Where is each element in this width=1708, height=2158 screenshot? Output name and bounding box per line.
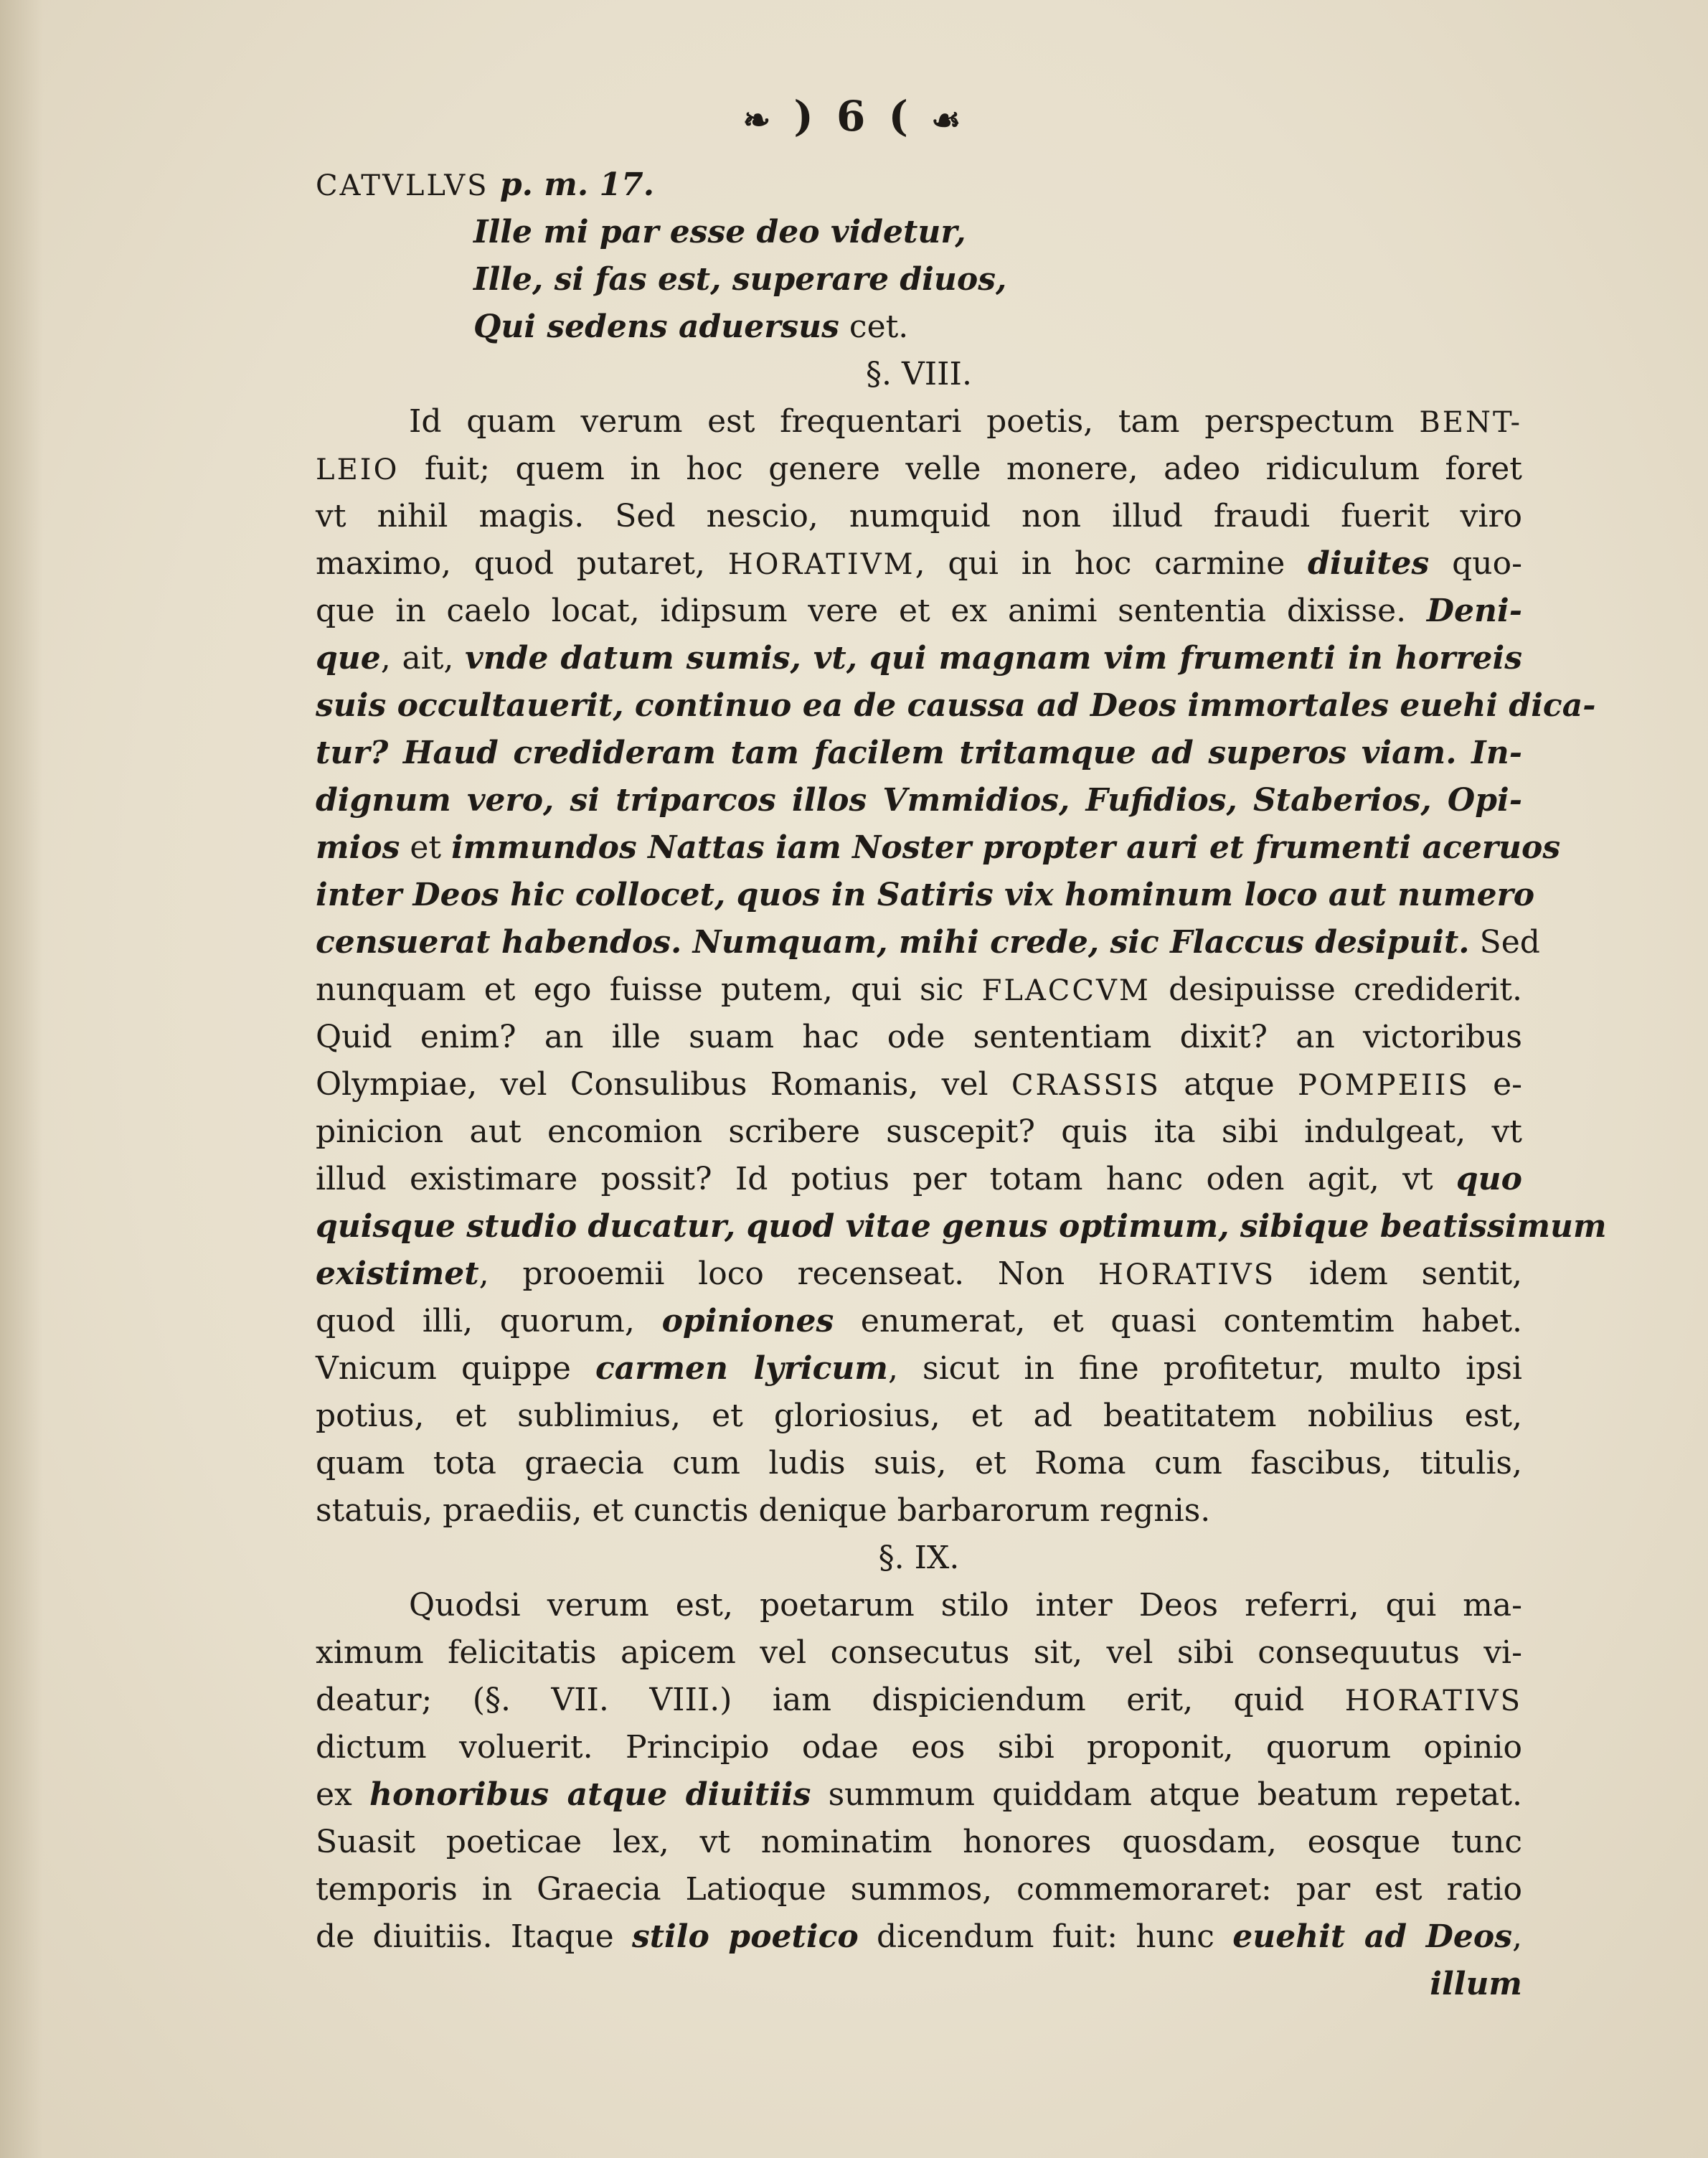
text-run: quod illi, quorum, (316, 1303, 662, 1339)
text-run: Vnicum quippe (316, 1350, 595, 1387)
text-run: e- (1469, 1066, 1522, 1103)
italic-run: vnde datum sumis, vt, qui magnam vim frumenti in horreis (465, 640, 1522, 677)
text-run: deatur; (§. VII. VIII.) iam dispiciendum erit, quid (316, 1682, 1345, 1718)
italic-run: Deni- (1426, 593, 1522, 629)
text-run: summum quiddam atque beatum repetat. (811, 1776, 1522, 1813)
verse-text: Qui sedens aduersus (473, 308, 839, 345)
text-run: et (400, 829, 452, 866)
author-name: CATVLLVS (316, 169, 489, 202)
name-run: LEIO (316, 453, 400, 486)
text-run: fuit; quem in hoc genere velle monere, adeo ridiculum foret (399, 451, 1522, 487)
name-run: BENT- (1419, 406, 1522, 439)
italic-run: immundos Nattas iam Noster propter auri et frumenti aceruos (451, 829, 1561, 866)
page-number: ) 6 ( (793, 92, 912, 141)
text-line (316, 1677, 1522, 1724)
section-heading: §. IX. (878, 1540, 960, 1576)
italic-run: carmen lyricum (595, 1350, 888, 1387)
text-line (316, 824, 1561, 872)
text-run: enumerat, et quasi contemtim habet. (834, 1303, 1522, 1339)
text-line: Suasit poeticae lex, vt nominatim honores quosdam, eosque tunc (316, 1824, 1522, 1860)
text-run: quo- (1429, 545, 1522, 582)
italic-run: existimet (316, 1255, 479, 1292)
text-line (316, 588, 1522, 635)
verse-text: Ille mi par esse deo videtur, (473, 214, 966, 250)
italic-run: euehit ad Deos (1232, 1918, 1512, 1955)
text-line (316, 540, 1522, 588)
text-run: , qui in hoc carmine (915, 545, 1308, 582)
text-line (316, 919, 1540, 966)
name-run: CRASSIS (1011, 1069, 1161, 1102)
text-line: dignum vero, si triparcos illos Vmmidios, Fufidios, Staberios, Opi- (316, 782, 1522, 819)
italic-run: stilo poetico (631, 1918, 859, 1955)
text-run: Olympiae, vel Consulibus Romanis, vel (316, 1066, 1011, 1103)
text-run: dicendum fuit: hunc (858, 1918, 1233, 1955)
text-line (316, 1913, 1522, 1961)
verse-line (316, 256, 1522, 303)
text-line: pinicion aut encomion scribere suscepit? quis ita sibi indulgeat, vt (316, 1113, 1522, 1150)
right-ornament: ☙ (931, 100, 966, 139)
italic-run: diuites (1308, 545, 1430, 582)
name-run: FLACCVM (981, 974, 1151, 1007)
italic-run: quo (1455, 1161, 1522, 1197)
text-run: , ait, (380, 640, 466, 677)
italic-run: mios (316, 829, 400, 866)
text-line (316, 1298, 1522, 1345)
text-line (316, 446, 1522, 493)
left-ornament: ❧ (742, 100, 775, 139)
page-header (0, 92, 1708, 141)
text-run: idem sentit, (1275, 1255, 1522, 1292)
verse-line (316, 303, 1522, 351)
text-line: Quodsi verum est, poetarum stilo inter Deos referri, qui ma- (409, 1587, 1522, 1624)
citation-line (316, 161, 1522, 209)
italic-run: opiniones (661, 1303, 834, 1339)
italic-run: censuerat habendos. Numquam, mihi crede, sic Flaccus desipuit. (316, 924, 1470, 961)
text-line (316, 635, 1522, 682)
name-run: HORATIVS (1344, 1685, 1522, 1718)
text-line: inter Deos hic collocet, quos in Satiris vix hominum loco aut numero (316, 877, 1535, 913)
text-run: maximo, quod putaret, (316, 545, 728, 582)
text-line: potius, et sublimius, et gloriosius, et ad beatitatem nobilius est, (316, 1398, 1522, 1434)
text-run: , sicut in fine profitetur, multo ipsi (887, 1350, 1523, 1387)
text-run: , prooemii loco recenseat. Non (478, 1255, 1098, 1292)
italic-run: que (316, 640, 381, 677)
text-line (316, 1250, 1522, 1298)
text-line (316, 1771, 1522, 1819)
text-run: nunquam et ego fuisse putem, qui sic (316, 971, 982, 1008)
catchword: illum (1430, 1966, 1522, 2002)
text-line (316, 966, 1522, 1014)
text-line: suis occultauerit, continuo ea de caussa ad Deos immortales euehi dica- (316, 687, 1596, 724)
text-line: tur? Haud credideram tam facilem tritamque ad superos viam. In- (316, 735, 1522, 771)
text-run: illud existimare possit? Id potius per totam hanc oden agit, vt (316, 1161, 1456, 1197)
text-run: atque (1160, 1066, 1298, 1103)
text-run: Sed (1469, 924, 1540, 961)
text-line: ximum felicitatis apicem vel consecutus sit, vel sibi consequutus vi- (316, 1634, 1522, 1671)
page-text (316, 161, 1607, 2008)
verse-text: cet. (839, 308, 909, 345)
text-line (316, 1156, 1522, 1203)
text-line (316, 1345, 1522, 1393)
verse-line (316, 209, 1522, 256)
text-line (316, 1061, 1522, 1108)
italic-run: honoribus atque diuitiis (369, 1776, 811, 1813)
text-run: que in caelo locat, idipsum vere et ex animi sententia dixisse. (316, 593, 1427, 629)
text-run: , (1512, 1918, 1522, 1955)
text-run: ex (316, 1776, 370, 1813)
text-line: statuis, praediis, et cunctis denique barbarorum regnis. (316, 1492, 1211, 1529)
citation-ref: p. m. 17. (489, 166, 655, 203)
text-line: quam tota graecia cum ludis suis, et Roma cum fascibus, titulis, (316, 1445, 1522, 1481)
name-run: POMPEIIS (1297, 1069, 1470, 1102)
section-heading: §. VIII. (866, 356, 972, 392)
name-run: HORATIVS (1098, 1258, 1276, 1291)
text-line: quisque studio ducatur, quod vitae genus optimum, sibique beatissimum (316, 1208, 1607, 1245)
page-edge-shadow (0, 0, 43, 2158)
text-line: vt nihil magis. Sed nescio, numquid non illud fraudi fuerit viro (316, 498, 1522, 534)
text-run: Id quam verum est frequentari poetis, tam perspectum (409, 403, 1420, 440)
text-run: desipuisse crediderit. (1150, 971, 1522, 1008)
name-run: HORATIVM (727, 548, 915, 581)
text-run: de diuitiis. Itaque (316, 1918, 632, 1955)
text-line: dictum voluerit. Principio odae eos sibi proponit, quorum opinio (316, 1729, 1522, 1766)
text-line: temporis in Graecia Latioque summos, commemoraret: par est ratio (316, 1871, 1522, 1908)
text-line: Quid enim? an ille suam hac ode sententiam dixit? an victoribus (316, 1019, 1522, 1055)
text-line (316, 398, 1522, 446)
verse-text: Ille, si fas est, superare diuos, (473, 261, 1007, 298)
